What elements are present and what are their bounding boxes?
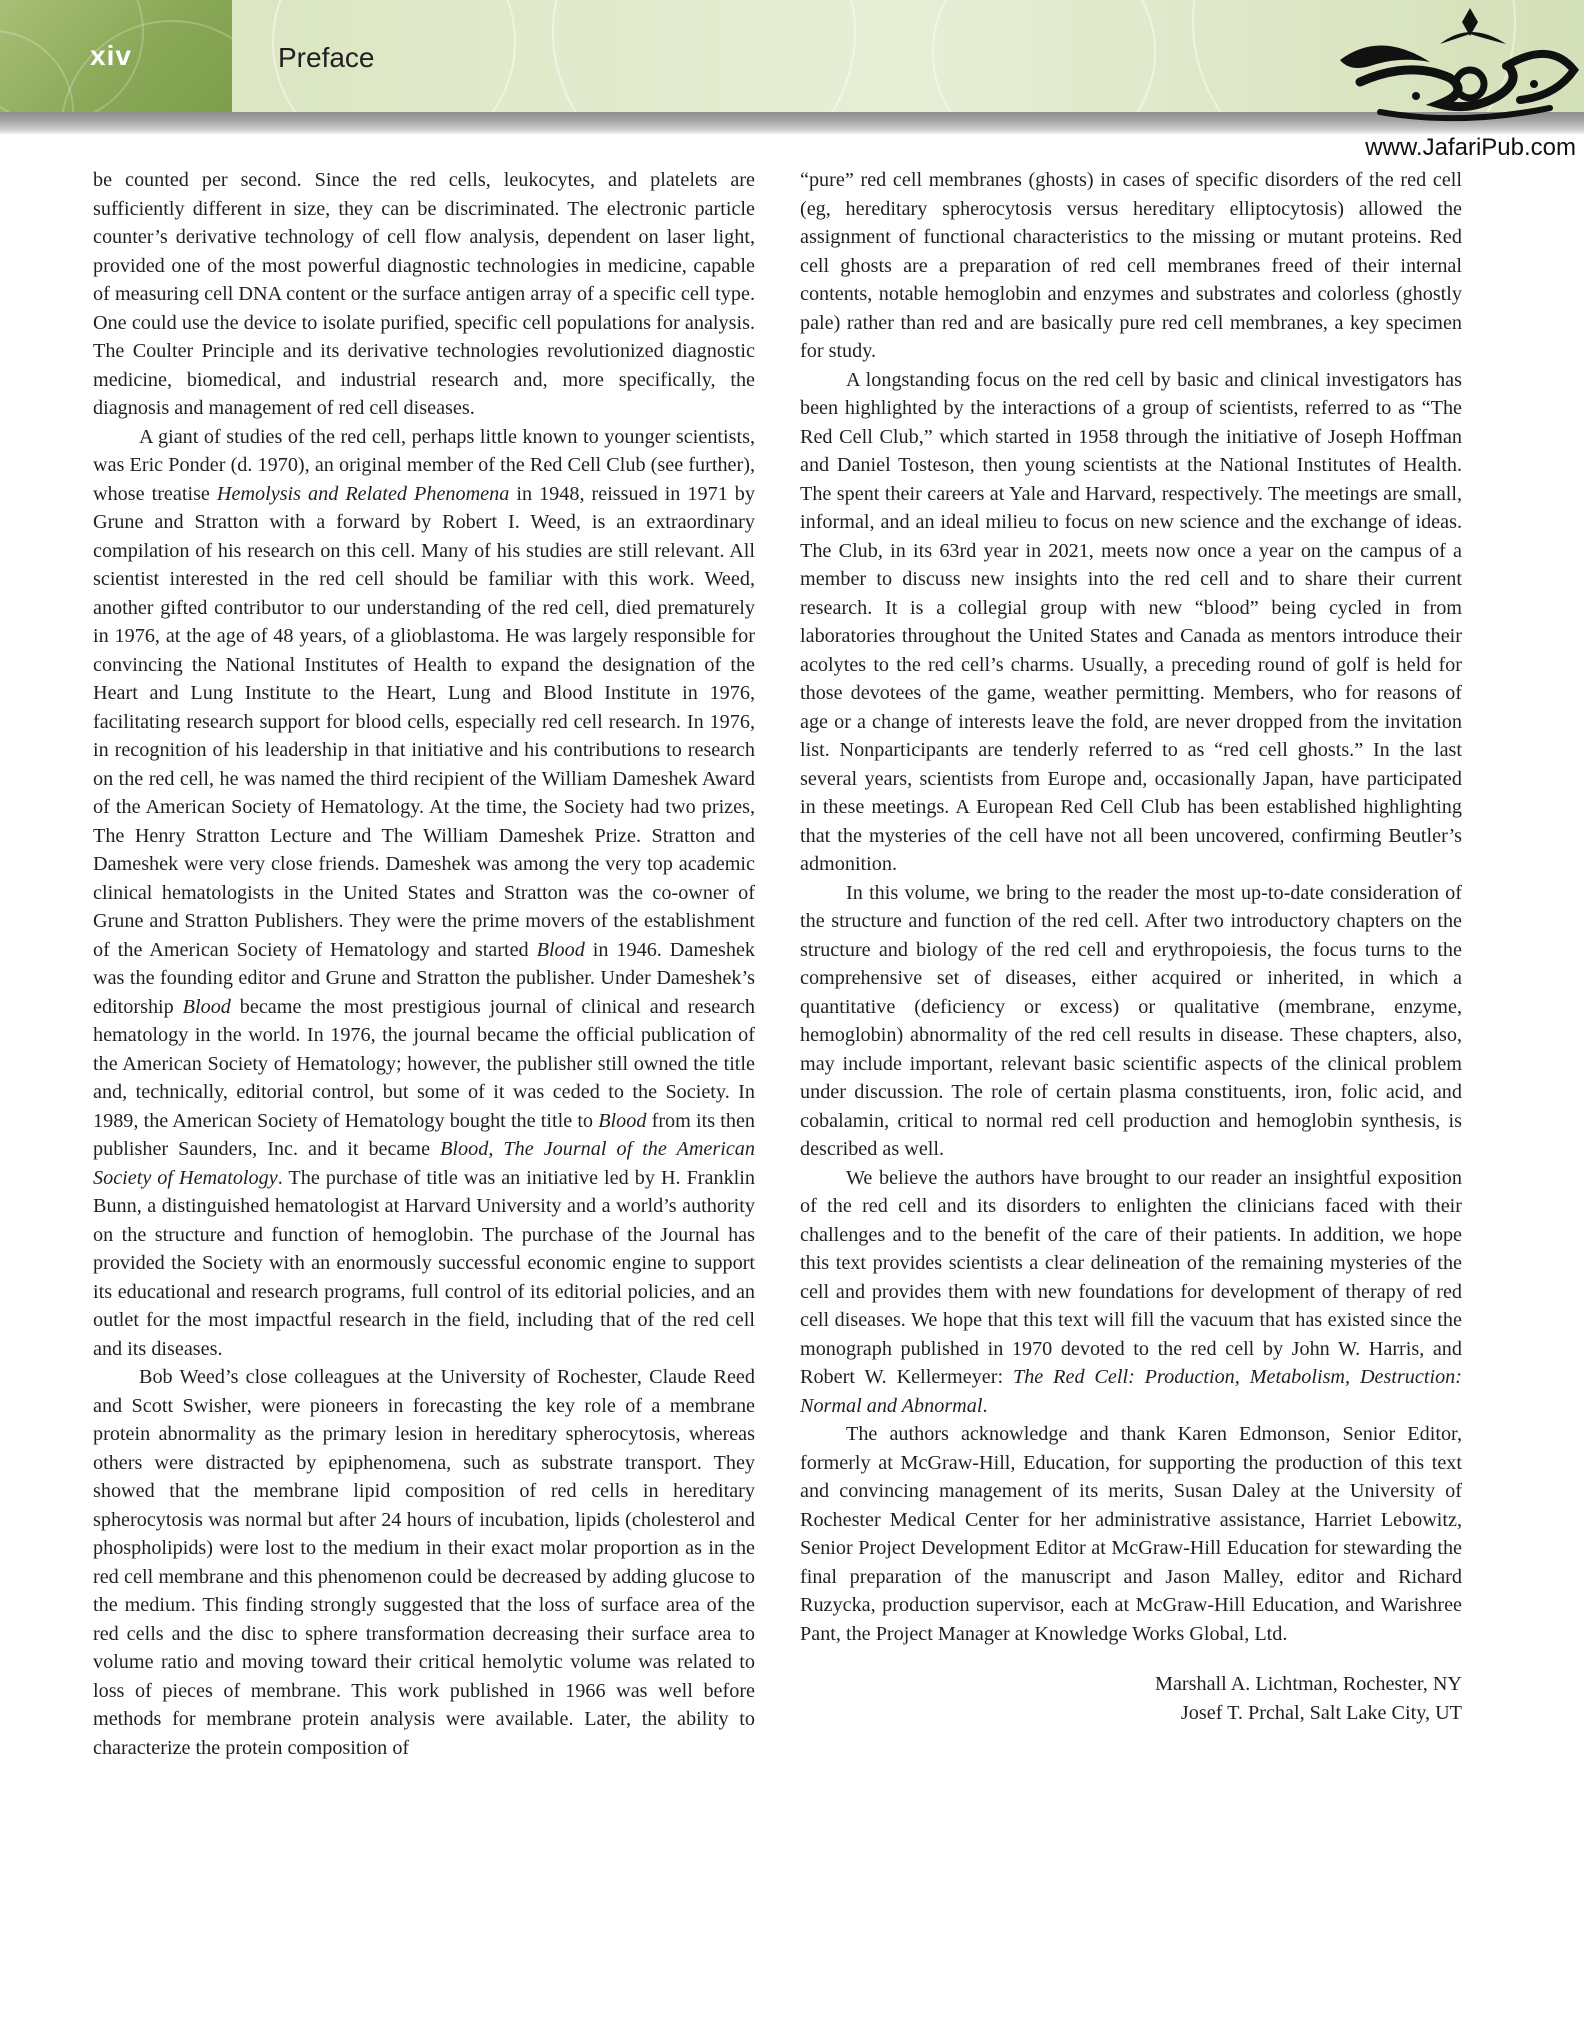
right-column [800, 166, 1462, 1727]
paragraph-right-3: In this volume, we bring to the reader the most up-to-date consideration of the structure and function of the red cell. After two introductory chapters on the structure and biology of the red cell and erythropoiesis, the focus turns to the comprehensive set of diseases, either acquired or inherited, in which a quantitative (deficiency or excess) or qualitative (membrane, enzyme, hemoglobin) abnormality of the red cell results in disease. These chapters, also, may include important, relevant basic scientific aspects of the clinical problem under discussion. The role of certain plasma constituents, iron, folic acid, and cobalamin, critical to normal red cell production and hemoglobin synthesis, is described as well. [800, 881, 1462, 1160]
logo-url: www.JafariPub.com [1365, 134, 1576, 161]
left-column [93, 166, 755, 1762]
signature-block [800, 1670, 1462, 1727]
paragraph-right-4: We believe the authors have brought to our reader an insightful exposition of the red cell and its disorders to enlighten the clinicians faced with their challenges and to the benefit of the care of their patients. In addition, we hope this text provides scientists a clear delineation of the remaining mysteries of the cell and provides them with new foundations for development of therapy of red cell diseases. We hope that this text will fill the vacuum that has existed since the monograph published in 1970 devoted to the red cell by John W. Harris, and Robert W. Kellermeyer: The Red Cell: Production, Metabolism, Destruction: Normal and Abnormal. [800, 1166, 1462, 1417]
paragraph-right-5: The authors acknowledge and thank Karen Edmonson, Senior Editor, formerly at McGraw-Hill, Education, for supporting the production of this text and convincing management of its merits, Susan Daley at the University of Rochester Medical Center for her administrative assistance, Harriet Lebowitz, Senior Project Development Editor at McGraw-Hill Education for stewarding the final preparation of the manuscript and Jason Malley, editor and Richard Ruzycka, production supervisor, each at McGraw-Hill Education, and Warishree Pant, the Project Manager at Knowledge Works Global, Ltd. [800, 1423, 1462, 1645]
publisher-logo [1320, 0, 1584, 165]
page-number: xiv [90, 40, 132, 71]
paragraph-left-1: be counted per second. Since the red cells, leukocytes, and platelets are sufficiently different in size, they can be discriminated. The electronic particle counter’s derivative technology of cell flow analysis, dependent on laser light, provided one of the most powerful diagnostic technologies in medicine, capable of measuring cell DNA content or the surface antigen array of a specific cell type. One could use the device to isolate purified, specific cell populations for analysis. The Coulter Principle and its derivative technologies revolutionized diagnostic medicine, biomedical, and industrial research and, more specifically, the diagnosis and management of red cell diseases. [93, 169, 755, 419]
running-head: Preface [278, 42, 375, 73]
paragraph-right-2: A longstanding focus on the red cell by basic and clinical investigators has been highlighted by the interactions of a group of scientists, referred to as “The Red Cell Club,” which started in 1958 through the initiative of Joseph Hoffman and Daniel Tosteson, then young scientists at the National Institutes of Health. The spent their careers at Yale and Harvard, respectively. The meetings are small, informal, and an ideal milieu to focus on new science and the exchange of ideas. The Club, in its 63rd year in 2021, meets now once a year on the campus of a member to discuss new insights into the red cell and to share their current research. It is a collegial group with new “blood” being cycled in from laboratories throughout the United States and Canada as mentors introduce their acolytes to the red cell’s charms. Usually, a preceding round of golf is held for those devotees of the game, weather permitting. Members, who for reasons of age or a change of interests leave the fold, are never dropped from the invitation list. Nonparticipants are tenderly referred to as “red cell ghosts.” In the last several years, scientists from Europe and, occasionally Japan, have participated in these meetings. A European Red Cell Club has been established highlighting that the mysteries of the cell have not all been uncovered, confirming Beutler’s admonition. [800, 368, 1462, 875]
paragraph-right-1: “pure” red cell membranes (ghosts) in cases of specific disorders of the red cell (eg, hereditary spherocytosis versus hereditary elliptocytosis) allowed the assignment of functional characteristics to the missing or mutant proteins. Red cell ghosts are a preparation of red cell membranes freed of their internal contents, notable hemoglobin and enzymes and substrates and colorless (ghostly pale) rather than red and are basically pure red cell membranes, a key specimen for study. [800, 169, 1462, 362]
calligraphy-logo-icon [1320, 0, 1584, 130]
signature-line: Marshall A. Lichtman, Rochester, NY [1155, 1673, 1462, 1695]
signature-line: Josef T. Prchal, Salt Lake City, UT [1180, 1701, 1462, 1724]
paragraph-left-2: A giant of studies of the red cell, perhaps little known to younger scientists, was Eric Ponder (d. 1970), an original member of the Red Cell Club (see further), whose treatise Hemolysis and Related Phenomena in 1948, reissued in 1971 by Grune and Stratton with a forward by Robert I. Weed, is an extraordinary compilation of his research on this cell. Many of his studies are still relevant. All scientist interested in the red cell should be familiar with this work. Weed, another gifted contributor to our understanding of the red cell, died prematurely in 1976, at the age of 48 years, of a glioblastoma. He was largely responsible for convincing the National Institutes of Health to expand the designation of the Heart and Lung Institute to the Heart, Lung and Blood Institute in 1976, facilitating research support for blood cells, especially red cell research. In 1976, in recognition of his leadership in that initiative and his contributions to research on the red cell, he was named the third recipient of the William Dameshek Award of the American Society of Hematology. At the time, the Society had two prizes, The Henry Stratton Lecture and The William Dameshek Prize. Stratton and Dameshek were very close friends. Dameshek was among the very top academic clinical hematologists in the United States and Stratton was the co-owner of Grune and Stratton Publishers. They were the prime movers of the establishment of the American Society of Hematology and started Blood in 1946. Dameshek was the founding editor and Grune and Stratton the publisher. Under Dameshek’s editorship Blood became the most prestigious journal of clinical and research hematology in the world. In 1976, the journal became the official publication of the American Society of Hematology; however, the publisher still owned the title and, technically, editorial control, but some of it was ceded to the Society. In 1989, the American Society of Hematology bought the title to Blood from its then publisher Saunders, Inc. and it became Blood, The Journal of the American Society of Hematology. The purchase of title was an initiative led by H. Franklin Bunn, a distinguished hematologist at Harvard University and a world’s authority on the structure and function of hemoglobin. The purchase of the Journal has provided the Society with an enormously successful economic engine to support its educational and research programs, full control of its editorial policies, and an outlet for the most impactful research in the field, including that of the red cell and its diseases. [93, 425, 755, 1360]
paragraph-left-3: Bob Weed’s close colleagues at the University of Rochester, Claude Reed and Scott Swisher, were pioneers in forecasting the key role of a membrane protein abnormality as the primary lesion in hereditary spherocytosis, whereas others were distracted by epiphenomena, such as substrate transport. They showed that the membrane lipid composition of red cells in hereditary spherocytosis was normal but after 24 hours of incubation, lipids (cholesterol and phospholipids) were lost to the medium in their exact molar proportion as in the red cell membrane and this phenomenon could be decreased by adding glucose to the medium. This finding strongly suggested that the loss of surface area of the red cells and the disc to sphere transformation decreasing their surface area to volume ratio and moving toward their critical hemolytic volume was related to loss of pieces of membrane. This work published in 1966 was well before methods for membrane protein analysis were available. Later, the ability to characterize the protein composition of [93, 1366, 755, 1759]
